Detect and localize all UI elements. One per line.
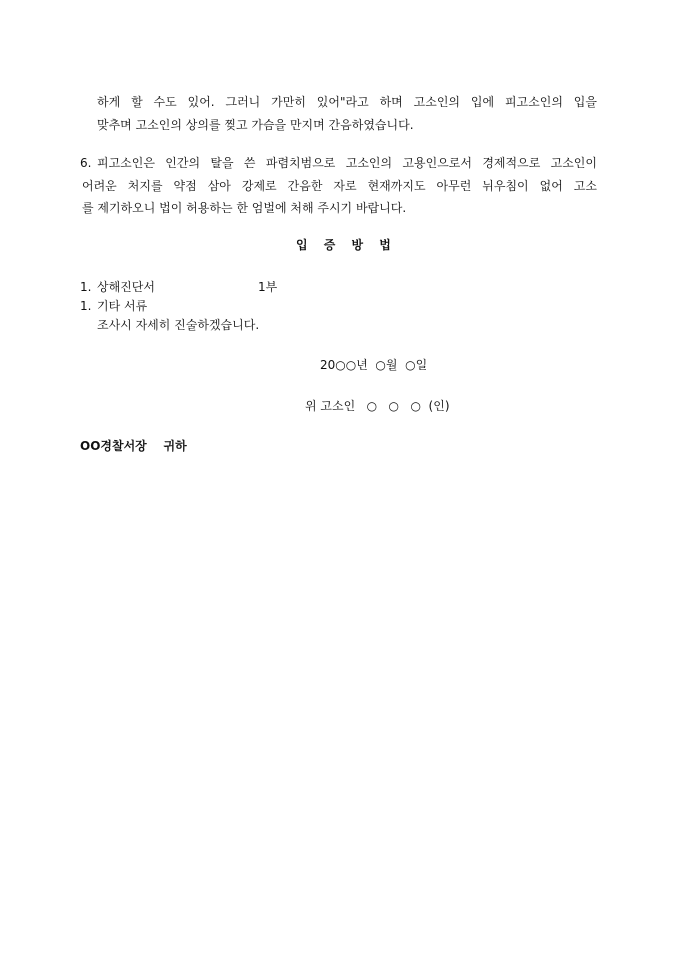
paragraph-5-line-1: 하게 할 수도 있어. 그러니 가만히 있어"라고 하며 고소인의 입에 피고소인의 입을 bbox=[97, 95, 597, 109]
paragraph-6-number: 6. bbox=[80, 156, 92, 170]
paragraph-6-line-2: 어려운 처지를 약점 삼아 강제로 간음한 자로 현재까지도 아무런 뉘우침이 없어 고소 bbox=[82, 179, 597, 193]
evidence-item-label: 기타 서류 bbox=[97, 299, 148, 313]
paragraph-5-line-2: 맞추며 고소인의 상의를 찢고 가슴을 만지며 간음하였습니다. bbox=[97, 118, 414, 132]
addressee: OO경찰서장 귀하 bbox=[80, 439, 187, 453]
date-line: 20○○년 ○월 ○일 bbox=[320, 358, 428, 372]
evidence-item-number: 1. bbox=[80, 299, 92, 313]
evidence-item-label: 상해진단서 bbox=[97, 280, 155, 294]
signature-line: 위 고소인 ○ ○ ○ (인) bbox=[305, 399, 450, 413]
paragraph-6-line-1: 피고소인은 인간의 탈을 쓴 파렴치범으로 고소인의 고용인으로서 경제적으로 고소인이 bbox=[97, 156, 597, 170]
paragraph-6-line-3: 를 제기하오니 법이 허용하는 한 엄벌에 처해 주시기 바랍니다. bbox=[82, 201, 407, 215]
evidence-item-qty: 1부 bbox=[258, 280, 278, 294]
evidence-note: 조사시 자세히 진술하겠습니다. bbox=[97, 318, 260, 332]
evidence-heading: 입 증 방 법 bbox=[296, 238, 397, 252]
evidence-item-number: 1. bbox=[80, 280, 92, 294]
